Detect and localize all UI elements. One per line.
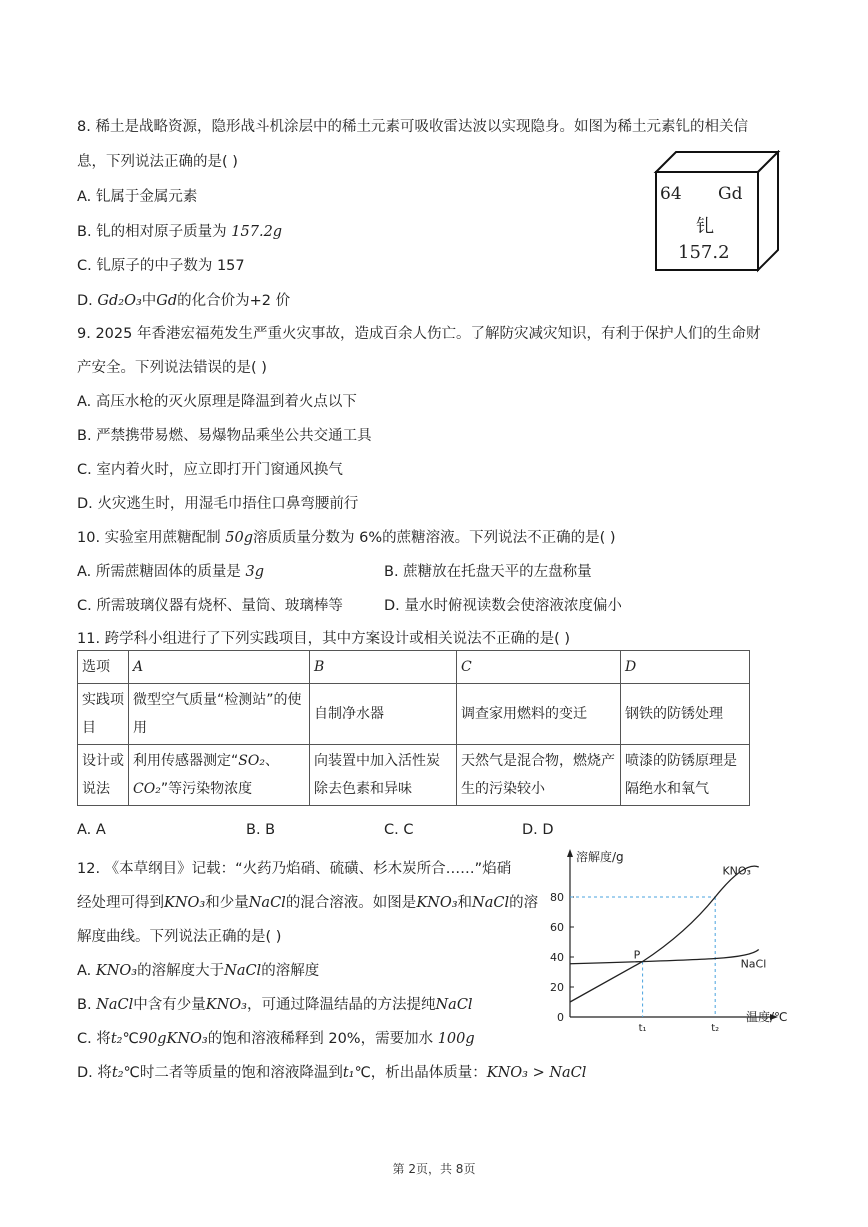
table-cell: 利用传感器测定“SO₂、CO₂”等污染物浓度 — [129, 745, 310, 806]
q11-stem: 11. 跨学科小组进行了下列实践项目，其中方案设计或相关说法不正确的是( ) — [77, 631, 571, 647]
y-axis-label: 溶解度/g — [576, 850, 624, 864]
table-cell: 自制净水器 — [310, 684, 457, 745]
q10-option-d: D. 量水时俯视读数会使溶液浓度偏小 — [384, 598, 622, 614]
x-axis-label: 温度/℃ — [746, 1010, 788, 1024]
y-tick-label: 60 — [550, 921, 564, 934]
table-cell: A — [129, 651, 310, 684]
page-footer: 第 2页，共 8页 — [392, 1162, 476, 1176]
y-tick-label: 20 — [550, 981, 564, 994]
q10-option-b: B. 蔗糖放在托盘天平的左盘称量 — [384, 564, 592, 580]
q9-option-d: D. 火灾逃生时，用湿毛巾捂住口鼻弯腰前行 — [77, 496, 359, 512]
q8-stem-line1: 8. 稀土是战略资源，隐形战斗机涂层中的稀土元素可吸收雷达波以实现隐身。如图为稀土元素钆的相关信 — [77, 119, 748, 135]
q12-stem-line2: 经处理可得到KNO₃和少量NaCl的混合溶液。如图是KNO₃和NaCl的溶 — [77, 895, 539, 911]
q9-option-b: B. 严禁携带易燃、易爆物品乘坐公共交通工具 — [77, 428, 372, 444]
q12-option-a: A. KNO₃的溶解度大于NaCl的溶解度 — [77, 963, 320, 979]
point-label: P — [633, 948, 641, 962]
q10-stem: 10. 实验室用蔗糖配制 50g溶质质量分数为 6%的蔗糖溶液。下列说法不正确的是( ) — [77, 530, 616, 546]
table-cell: 设计或说法 — [78, 745, 129, 806]
table-cell: C — [457, 651, 621, 684]
table-cell: 喷漆的防锈原理是隔绝水和氧气 — [621, 745, 750, 806]
y-tick-label: 80 — [550, 891, 564, 904]
y-tick-label: 40 — [550, 951, 564, 964]
table-cell: 调查家用燃料的变迁 — [457, 684, 621, 745]
q8-option-b: B. 钆的相对原子质量为 157.2g — [77, 224, 283, 240]
series-line — [570, 950, 759, 964]
element-number: 64 — [660, 184, 682, 204]
x-tick-label: t₂ — [711, 1023, 720, 1034]
element-mass: 157.2 — [678, 242, 730, 263]
y-axis-arrow — [567, 849, 573, 857]
q9-stem-line1: 9. 2025 年香港宏福苑发生严重火灾事故，造成百余人伤亡。了解防灾减灾知识，有利于保护人们的生命财 — [77, 326, 761, 342]
element-name: 钆 — [696, 216, 714, 237]
q11-option-b: B. B — [246, 822, 276, 838]
q8-option-d: D. Gd₂O₃中Gd的化合价为+2 价 — [77, 293, 291, 309]
q8-option-a: A. 钆属于金属元素 — [77, 189, 198, 205]
series-label: KNO₃ — [722, 864, 751, 878]
table-cell: 微型空气质量“检测站”的使用 — [129, 684, 310, 745]
q11-option-d: D. D — [522, 822, 554, 838]
q12-option-b: B. NaCl中含有少量KNO₃，可通过降温结晶的方法提纯NaCl — [77, 997, 473, 1013]
q12-stem-line1: 12. 《本草纲目》记载：“火药乃焰硝、硫磺、杉木炭所合……”焰硝 — [77, 861, 512, 877]
solubility-chart — [540, 845, 800, 1035]
table-cell: D — [621, 651, 750, 684]
table-cell: 选项 — [78, 651, 129, 684]
y-tick-label: 0 — [557, 1011, 564, 1024]
q9-stem-line2: 产安全。下列说法错误的是( ) — [77, 360, 267, 376]
table-row — [78, 684, 750, 745]
table-row — [78, 745, 750, 806]
table-cell: 钢铁的防锈处理 — [621, 684, 750, 745]
q11-option-a: A. A — [77, 822, 106, 838]
q11-table — [77, 650, 750, 806]
q9-option-c: C. 室内着火时，应立即打开门窗通风换气 — [77, 462, 343, 478]
q8-option-c: C. 钆原子的中子数为 157 — [77, 258, 245, 274]
element-tile — [652, 150, 782, 280]
q12-stem-line3: 解度曲线。下列说法正确的是( ) — [77, 929, 282, 945]
q10-option-a: A. 所需蔗糖固体的质量是 3g — [77, 564, 265, 580]
q12-option-c: C. 将t₂℃90gKNO₃的饱和溶液稀释到 20%，需要加水 100g — [77, 1031, 475, 1047]
series-label: NaCl — [740, 957, 767, 971]
q10-option-c: C. 所需玻璃仪器有烧杯、量筒、玻璃棒等 — [77, 598, 343, 614]
table-cell: B — [310, 651, 457, 684]
table-row — [78, 651, 750, 684]
table-cell: 实践项目 — [78, 684, 129, 745]
q11-option-c: C. C — [384, 822, 414, 838]
q8-stem-line2: 息，下列说法正确的是( ) — [77, 154, 238, 170]
series-line — [570, 866, 759, 1002]
element-symbol: Gd — [718, 184, 743, 204]
q9-option-a: A. 高压水枪的灭火原理是降温到着火点以下 — [77, 394, 357, 410]
table-cell: 向装置中加入活性炭除去色素和异味 — [310, 745, 457, 806]
table-cell: 天然气是混合物，燃烧产生的污染较小 — [457, 745, 621, 806]
q12-option-d: D. 将t₂℃时二者等质量的饱和溶液降温到t₁℃，析出晶体质量：KNO₃ > NaCl — [77, 1065, 587, 1081]
x-tick-label: t₁ — [638, 1023, 647, 1034]
